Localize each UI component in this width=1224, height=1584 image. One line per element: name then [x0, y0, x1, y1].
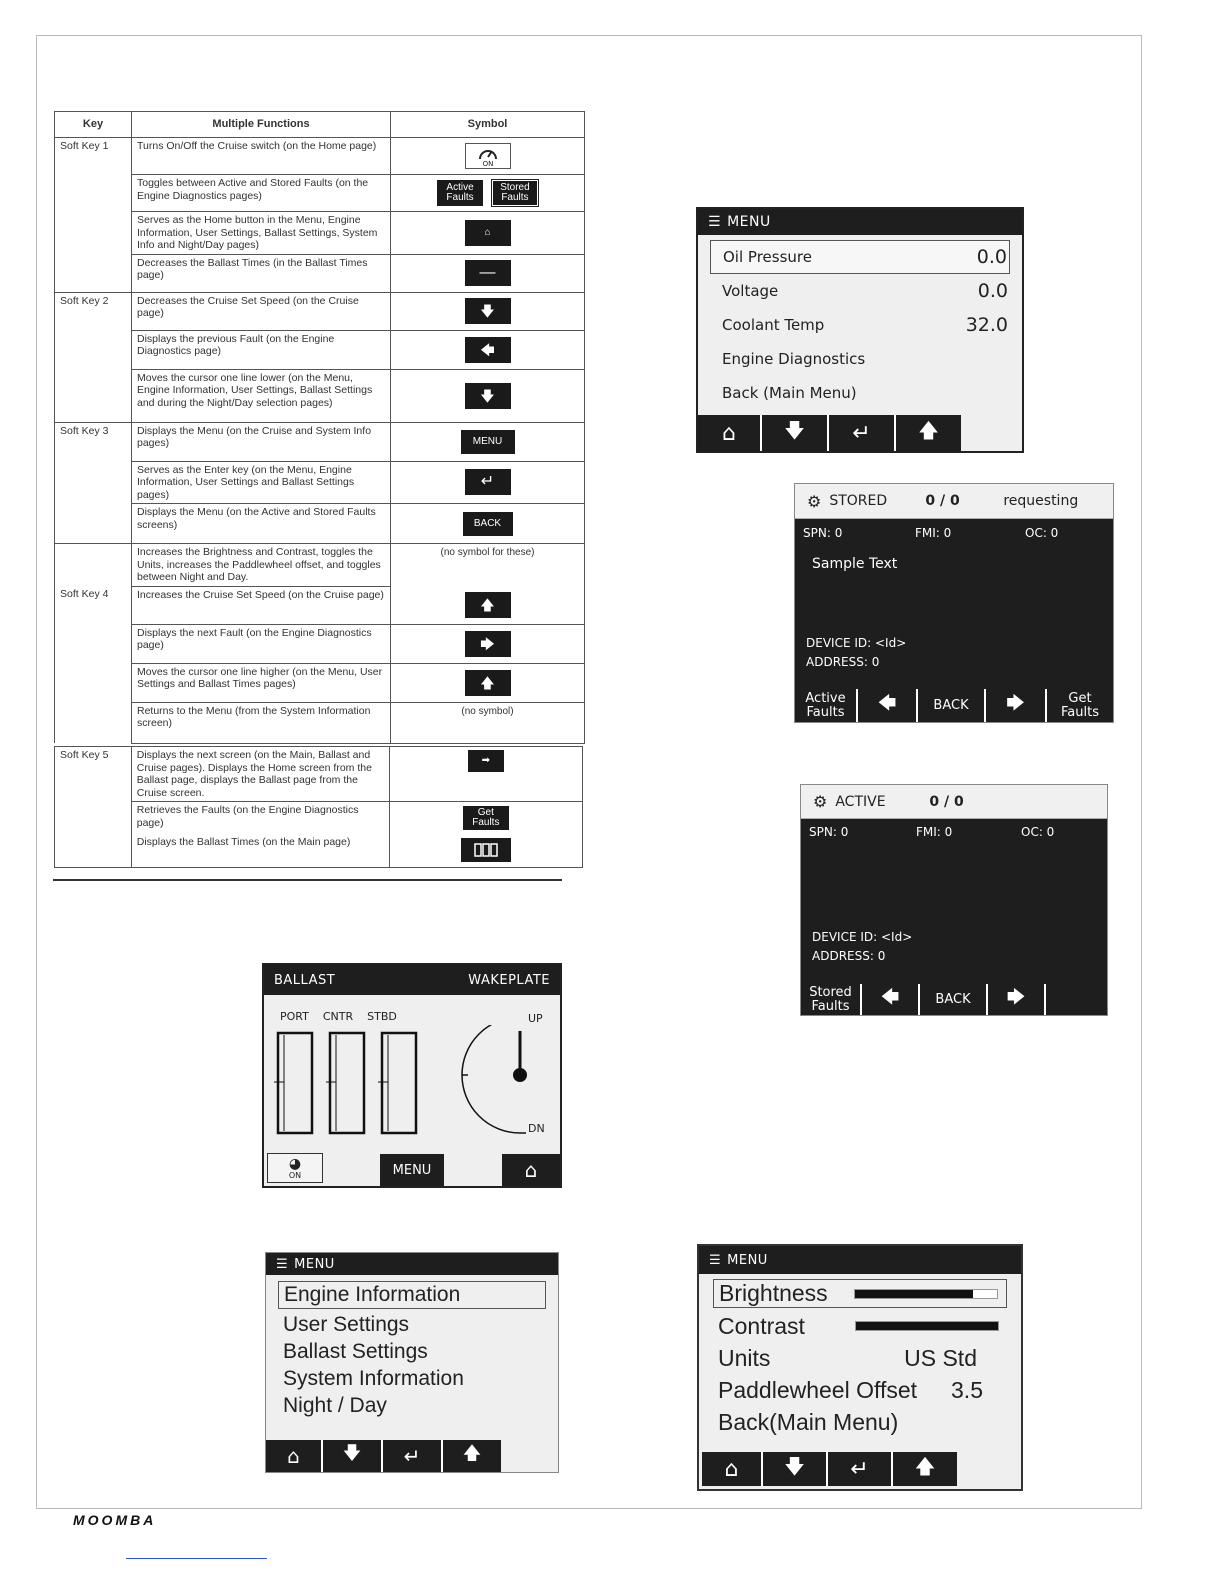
soft-key-bar	[266, 1440, 501, 1472]
section-divider	[53, 879, 562, 881]
key-cell: Soft Key 5	[55, 747, 132, 802]
fault-detail-panel	[795, 519, 1113, 689]
key-cell: Soft Key 2	[55, 292, 132, 330]
down-button[interactable]	[323, 1440, 383, 1472]
function-cell: Toggles between Active and Stored Faults (on the Engine Diagnostics pages)	[132, 175, 391, 212]
engine-icon: ⚙	[807, 491, 822, 511]
svg-text:ON: ON	[482, 160, 493, 167]
home-button[interactable]	[702, 1452, 763, 1486]
function-cell: Decreases the Cruise Set Speed (on the Cruise page)	[132, 292, 391, 330]
menu-item[interactable]: Night / Day	[283, 1394, 387, 1417]
fault-detail-panel	[801, 819, 1107, 984]
menu-title: MENU	[294, 1256, 335, 1272]
stored-header	[795, 484, 1113, 519]
arrow-up-icon: 🡅	[465, 592, 511, 618]
menu-item[interactable]	[710, 274, 1010, 308]
no-symbol-note: (no symbol)	[461, 705, 514, 717]
active-header	[801, 785, 1107, 819]
speedometer-icon: ◕	[288, 1155, 302, 1172]
oc-value: OC: 0	[1025, 526, 1059, 540]
symbol-cell	[391, 702, 585, 743]
function-cell: Increases the Brightness and Contrast, toggles the Units, increases the Paddlewheel offset, and toggles between Night and Day.	[132, 544, 391, 587]
function-cell: Displays the Menu (on the Cruise and System Info pages)	[132, 422, 391, 461]
fault-description: Sample Text	[812, 556, 898, 572]
footer-link-underline	[126, 1558, 267, 1559]
arrow-down-icon: 🡇	[465, 298, 511, 324]
function-cell: Decreases the Ballast Times (in the Ballast Times page)	[132, 254, 391, 292]
stored-faults-symbol: Stored Faults	[492, 180, 538, 206]
dn-label: DN	[528, 1122, 545, 1135]
soft-key-table	[54, 111, 585, 744]
menu-item[interactable]	[710, 376, 1010, 410]
starboard-tank-gauge	[382, 1033, 416, 1133]
menu-title: MENU	[727, 214, 771, 230]
menu-header	[699, 1246, 1021, 1274]
menu-item-label: Voltage	[722, 282, 779, 300]
active-faults-screen	[800, 784, 1108, 1016]
active-faults-button[interactable]: Active Faults	[795, 689, 858, 722]
key-cell	[55, 330, 132, 369]
arrow-down-icon: 🡇	[784, 1454, 805, 1478]
menu-item-label: Back (Main Menu)	[722, 384, 857, 402]
level-bar-fill	[856, 1322, 998, 1330]
menu-item[interactable]: User Settings	[283, 1313, 410, 1336]
hamburger-icon: ☰	[709, 1252, 722, 1268]
center-tank-gauge	[330, 1033, 364, 1133]
key-cell: Soft Key 3	[55, 422, 132, 461]
function-cell: Retrieves the Faults (on the Engine Diagnostics page)	[131, 802, 389, 834]
menu-button[interactable]: MENU	[380, 1154, 444, 1186]
device-id: DEVICE ID: <Id>	[806, 636, 907, 650]
arrow-up-icon: 🡅	[462, 1443, 482, 1464]
get-faults-button[interactable]: Get Faults	[1047, 689, 1113, 722]
prev-fault-button[interactable]	[862, 984, 920, 1015]
symbol-cell	[389, 834, 582, 868]
fmi-value: FMI: 0	[915, 526, 952, 540]
speedometer-icon	[473, 145, 503, 167]
menu-item-value: 0.0	[976, 246, 1007, 268]
spn-value: SPN: 0	[809, 825, 849, 839]
menu-item[interactable]	[710, 240, 1010, 274]
wakeplate-pivot	[513, 1068, 527, 1082]
function-cell: Moves the cursor one line lower (on the Menu, Engine Information, User Settings, Ballast Settings and during the Night/Day selection pages)	[132, 369, 391, 422]
col-symbol-header: Symbol	[391, 112, 585, 138]
tank-labels	[280, 1010, 397, 1023]
symbol-cell	[391, 461, 585, 504]
symbol-cell	[391, 254, 585, 292]
function-cell: Displays the Ballast Times (on the Main page)	[131, 834, 389, 868]
symbol-cell	[391, 369, 585, 422]
enter-button[interactable]	[828, 1452, 893, 1486]
enter-icon: ↵	[465, 469, 511, 495]
setting-item[interactable]	[713, 1310, 1007, 1342]
key-cell	[55, 544, 132, 587]
request-status: requesting	[1003, 493, 1079, 509]
function-cell: Serves as the Enter key (on the Menu, Engine Information, User Settings and Ballast Settings pages)	[132, 461, 391, 504]
menu-item[interactable]	[710, 342, 1010, 376]
setting-label: Units	[718, 1344, 771, 1371]
device-id: DEVICE ID: <Id>	[812, 930, 913, 944]
key-cell	[55, 212, 132, 255]
menu-symbol: MENU	[461, 430, 515, 454]
setting-value: 3.5	[951, 1376, 983, 1403]
soft-key-5-table	[54, 746, 583, 868]
function-cell: Displays the next Fault (on the Engine Diagnostics page)	[132, 624, 391, 663]
tank-label: CNTR	[322, 1010, 354, 1023]
back-button[interactable]: BACK	[918, 689, 986, 722]
enter-icon: ↵	[852, 420, 871, 446]
setting-label: Contrast	[718, 1312, 805, 1339]
arrow-right-icon: 🡆	[1006, 986, 1026, 1008]
symbol-cell	[391, 212, 585, 255]
address: ADDRESS: 0	[812, 949, 886, 963]
setting-item[interactable]	[713, 1342, 1007, 1374]
user-settings-screen	[697, 1244, 1023, 1491]
enter-button[interactable]	[383, 1440, 443, 1472]
function-cell: Returns to the Menu (from the System Information screen)	[132, 702, 391, 743]
ballast-times-icon	[461, 838, 511, 862]
down-button[interactable]	[762, 415, 829, 451]
soft-key-bar	[698, 415, 961, 451]
setting-item[interactable]	[713, 1406, 1007, 1438]
key-cell	[55, 802, 132, 834]
up-button[interactable]	[443, 1440, 501, 1472]
key-cell	[55, 834, 132, 868]
home-icon: ⌂	[724, 1456, 739, 1482]
main-menu-screen	[265, 1252, 559, 1473]
menu-list	[266, 1275, 558, 1420]
menu-item[interactable]: Ballast Settings	[283, 1340, 428, 1363]
menu-title: MENU	[727, 1252, 768, 1268]
soft-key-bar	[801, 984, 1107, 1015]
symbol-cell	[391, 544, 585, 587]
setting-label: Paddlewheel Offset	[718, 1376, 918, 1403]
key-cell: Soft Key 1	[55, 138, 132, 175]
menu-item[interactable]	[710, 308, 1010, 342]
symbol-cell	[391, 624, 585, 663]
address: ADDRESS: 0	[806, 655, 880, 669]
symbol-cell	[391, 422, 585, 461]
arrow-left-icon: 🡄	[465, 337, 511, 363]
function-cell: Serves as the Home button in the Menu, Engine Information, User Settings, Ballast Settings, System Info and Night/Day pages)	[132, 212, 391, 255]
stored-faults-screen	[794, 483, 1114, 723]
stored-title: STORED	[829, 493, 888, 509]
setting-item[interactable]	[713, 1374, 1007, 1406]
menu-item[interactable]: Engine Information	[278, 1281, 546, 1309]
symbol-cell	[391, 330, 585, 369]
up-label: UP	[528, 1012, 543, 1025]
get-faults-symbol: Get Faults	[463, 806, 509, 830]
ballast-screen	[262, 963, 562, 1188]
oc-value: OC: 0	[1021, 825, 1055, 839]
port-tank-gauge	[278, 1033, 312, 1133]
fmi-value: FMI: 0	[916, 825, 953, 839]
no-symbol-note: (no symbol for these)	[440, 547, 535, 558]
symbol-cell	[389, 747, 582, 802]
menu-item-label: Oil Pressure	[723, 248, 812, 266]
back-button[interactable]: BACK	[920, 984, 988, 1015]
key-cell	[55, 175, 132, 212]
stored-faults-button[interactable]: Stored Faults	[801, 984, 862, 1015]
engine-icon: ⚙	[813, 792, 828, 811]
arrow-right-icon: 🡆	[1006, 692, 1025, 714]
active-faults-symbol: Active Faults	[437, 180, 483, 206]
level-bar[interactable]	[854, 1289, 998, 1299]
symbol-cell	[391, 663, 585, 702]
tank-label: PORT	[280, 1010, 309, 1023]
menu-list	[698, 235, 1022, 410]
key-cell: Soft Key 4	[55, 586, 132, 624]
function-cell: Displays the previous Fault (on the Engine Diagnostics page)	[132, 330, 391, 369]
key-cell	[55, 254, 132, 292]
arrow-up-icon: 🡅	[465, 670, 511, 696]
arrow-up-icon: 🡅	[918, 418, 939, 442]
enter-icon: ↵	[850, 1456, 869, 1482]
setting-item[interactable]	[713, 1279, 1007, 1308]
next-screen-icon: ➡	[468, 750, 504, 772]
symbol-cell	[391, 292, 585, 330]
back-symbol: BACK	[463, 512, 513, 536]
arrow-up-icon: 🡅	[914, 1454, 936, 1478]
empty-key	[1046, 984, 1107, 1015]
wakeplate-arc	[462, 1025, 520, 1133]
arrow-right-icon: 🡆	[465, 631, 511, 657]
home-icon: ⌂	[524, 1158, 538, 1182]
menu-item[interactable]: System Information	[283, 1367, 464, 1390]
menu-header	[266, 1253, 558, 1275]
active-title: ACTIVE	[835, 793, 886, 810]
ballast-title: BALLAST	[274, 972, 336, 988]
minus-icon: —	[465, 260, 511, 286]
arrow-down-icon: 🡇	[465, 383, 511, 409]
menu-item-value: 0.0	[977, 280, 1008, 302]
up-button[interactable]	[896, 415, 961, 451]
down-button[interactable]	[763, 1452, 828, 1486]
soft-key-bar	[795, 689, 1113, 722]
col-functions-header: Multiple Functions	[132, 112, 391, 138]
setting-label: Back(Main Menu)	[718, 1408, 899, 1435]
symbol-cell	[391, 138, 585, 175]
cruise-on-button[interactable]: ◕ ON	[267, 1153, 323, 1183]
arrow-left-icon: 🡄	[877, 692, 897, 714]
setting-label: Brightness	[719, 1280, 828, 1306]
menu-item-label: Engine Diagnostics	[722, 350, 866, 368]
function-cell: Displays the Menu (on the Active and Stored Faults screens)	[132, 504, 391, 544]
prev-fault-button[interactable]	[858, 689, 918, 722]
key-cell	[55, 663, 132, 702]
next-fault-button[interactable]	[988, 984, 1046, 1015]
level-bar-fill	[855, 1290, 973, 1298]
up-button[interactable]	[893, 1452, 957, 1486]
home-icon: ⌂	[287, 1444, 300, 1468]
ballast-header	[264, 965, 560, 995]
fault-count: 0 / 0	[929, 793, 964, 810]
level-bar[interactable]	[855, 1321, 999, 1331]
key-cell	[55, 461, 132, 504]
enter-button[interactable]	[829, 415, 896, 451]
wakeplate-title: WAKEPLATE	[468, 972, 550, 988]
home-icon: ⌂	[722, 420, 736, 446]
home-button[interactable]	[266, 1440, 323, 1472]
function-cell: Moves the cursor one line higher (on the Menu, User Settings and Ballast Times pages)	[132, 663, 391, 702]
key-cell	[55, 702, 132, 743]
symbol-cell	[391, 175, 585, 212]
menu-screen-engine-info	[696, 207, 1024, 453]
fault-count: 0 / 0	[925, 493, 960, 509]
menu-header	[698, 209, 1022, 235]
key-cell	[55, 369, 132, 422]
arrow-left-icon: 🡄	[880, 986, 900, 1008]
next-fault-button[interactable]	[986, 689, 1047, 722]
home-button[interactable]	[698, 415, 762, 451]
function-cell: Turns On/Off the Cruise switch (on the Home page)	[132, 138, 391, 175]
home-icon: ⌂	[465, 220, 511, 246]
settings-list	[699, 1274, 1021, 1438]
soft-key-bar	[702, 1452, 957, 1486]
hamburger-icon: ☰	[276, 1256, 289, 1272]
ballast-graphic	[264, 1025, 560, 1145]
menu-item-value: 32.0	[965, 314, 1008, 336]
spn-value: SPN: 0	[803, 526, 843, 540]
menu-item-label: Coolant Temp	[722, 316, 825, 334]
symbol-cell	[391, 504, 585, 544]
col-key-header: Key	[55, 112, 132, 138]
symbol-cell	[391, 586, 585, 624]
hamburger-icon: ☰	[708, 214, 722, 230]
function-cell: Increases the Cruise Set Speed (on the Cruise page)	[132, 586, 391, 624]
arrow-down-icon: 🡇	[342, 1443, 362, 1464]
home-button[interactable]	[502, 1154, 560, 1186]
key-cell	[55, 624, 132, 663]
arrow-down-icon: 🡇	[784, 418, 805, 442]
setting-value: US Std	[904, 1344, 977, 1371]
key-cell	[55, 504, 132, 544]
cruise-on-symbol	[465, 143, 511, 169]
tank-label: STBD	[367, 1010, 397, 1023]
enter-icon: ↵	[403, 1444, 421, 1468]
function-cell: Displays the next screen (on the Main, Ballast and Cruise pages). Displays the Home screen from the Ballast page, displays the Ballast page from the Cruise screen.	[131, 747, 389, 802]
moomba-logo: MOOMBA	[73, 1512, 157, 1528]
symbol-cell	[389, 802, 582, 834]
